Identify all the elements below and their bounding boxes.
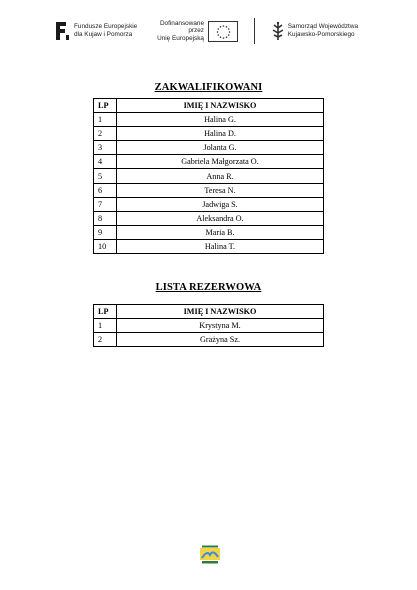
table-row — [94, 141, 324, 155]
region-emblem-icon — [271, 21, 285, 41]
row-lp: 1 — [94, 319, 117, 333]
eu-flag-icon — [208, 21, 238, 42]
reserve-heading: LISTA REZERWOWA — [155, 282, 262, 293]
row-name: Halina T. — [117, 239, 324, 253]
row-lp: 2 — [94, 333, 117, 347]
row-name: Gabriela Małgorzata O. — [117, 155, 324, 169]
row-name: Halina D. — [117, 127, 324, 141]
row-lp: 9 — [94, 225, 117, 239]
col-name-header: IMIĘ I NAZWISKO — [117, 99, 324, 113]
row-lp: 5 — [94, 169, 117, 183]
row-name: Jolanta G. — [117, 141, 324, 155]
table-row — [94, 319, 324, 333]
row-lp: 4 — [94, 155, 117, 169]
table-row — [94, 127, 324, 141]
table-row — [94, 333, 324, 347]
fe-logo-line-2: dla Kujaw i Pomorza — [74, 31, 133, 38]
table-header-row — [94, 305, 324, 319]
row-name: Halina G. — [117, 113, 324, 127]
col-name-header: IMIĘ I NAZWISKO — [117, 305, 324, 319]
table-header-row — [94, 99, 324, 113]
table-row — [94, 113, 324, 127]
eu-text-line-2: Unię Europejską — [157, 34, 204, 42]
table-row — [94, 155, 324, 169]
region-text-line-1: Samorząd Województwa — [287, 23, 359, 31]
region-text-line-2: Kujawsko-Pomorskiego — [287, 31, 355, 38]
reserve-table — [93, 304, 324, 347]
row-lp: 7 — [94, 197, 117, 211]
row-lp: 8 — [94, 211, 117, 225]
row-name: Teresa N. — [117, 183, 324, 197]
row-name: Aleksandra O. — [117, 211, 324, 225]
row-lp: 2 — [94, 127, 117, 141]
row-name: Grażyna Sz. — [117, 333, 324, 347]
fe-logo-line-1: Fundusze Europejskie — [74, 23, 138, 31]
row-name: Jadwiga S. — [117, 197, 324, 211]
table-row — [94, 225, 324, 239]
row-lp: 1 — [94, 113, 117, 127]
table-row — [94, 197, 324, 211]
row-name: Maria B. — [117, 225, 324, 239]
row-lp: 10 — [94, 239, 117, 253]
row-name: Krystyna M. — [117, 319, 324, 333]
qualified-heading: ZAKWALIFIKOWANI — [154, 82, 263, 93]
table-row — [94, 169, 324, 183]
samorzad-logo — [271, 21, 368, 41]
row-lp: 6 — [94, 183, 117, 197]
header-divider — [254, 18, 255, 44]
col-lp-header: LP — [94, 99, 117, 113]
table-row — [94, 239, 324, 253]
qualified-table — [93, 98, 324, 254]
row-name: Anna R. — [117, 169, 324, 183]
table-row — [94, 183, 324, 197]
header-logos — [54, 16, 374, 46]
eu-text-line-1: Dofinansowane przez — [159, 19, 204, 35]
fe-emblem-icon — [54, 20, 70, 42]
fundusze-europejskie-logo — [54, 20, 138, 42]
project-logo-icon — [199, 545, 221, 565]
col-lp-header: LP — [94, 305, 117, 319]
table-row — [94, 211, 324, 225]
row-lp: 3 — [94, 141, 117, 155]
eu-logo — [144, 20, 238, 43]
